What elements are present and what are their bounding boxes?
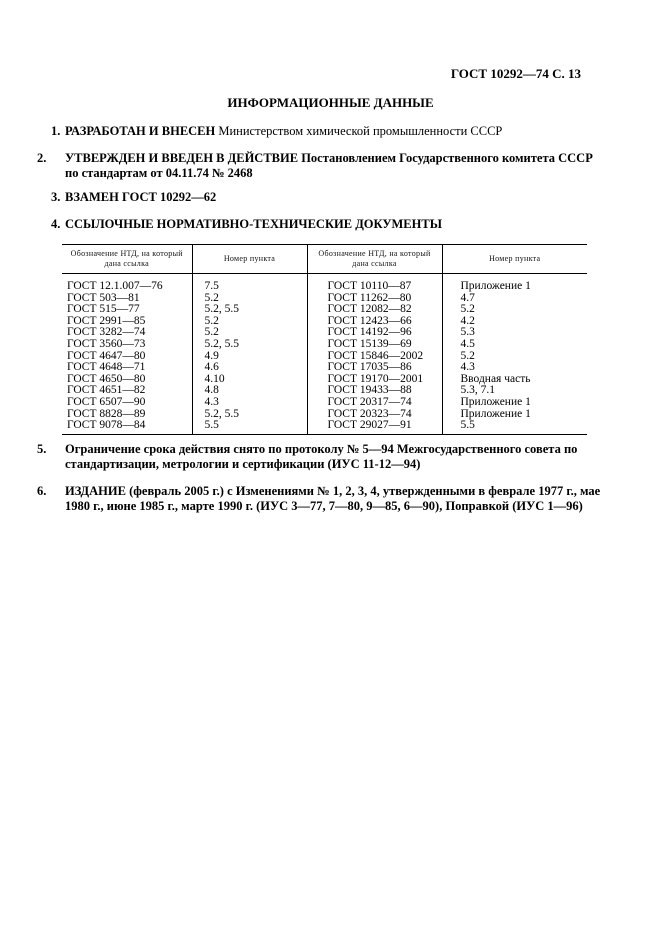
cell-point-left: 5.2, 5.5 xyxy=(192,304,307,316)
cell-ntd-right: ГОСТ 20323—74 xyxy=(307,409,442,421)
cell-point-left: 4.6 xyxy=(192,362,307,374)
cell-ntd-left: ГОСТ 9078—84 xyxy=(62,420,192,434)
cell-ntd-left: ГОСТ 3282—74 xyxy=(62,327,192,339)
cell-point-right: 4.2 xyxy=(460,314,475,327)
cell-ntd-right: ГОСТ 11262—80 xyxy=(307,293,442,305)
item-2 xyxy=(37,151,603,181)
cell-point-right: 5.3 xyxy=(460,326,475,339)
item-text: Министерством химической промышленности СССР xyxy=(215,124,503,138)
cell-ntd-left: ГОСТ 3560—73 xyxy=(62,339,192,351)
cell-ntd-left: ГОСТ 4651—82 xyxy=(62,385,192,397)
cell-point-right: Вводная часть xyxy=(460,372,531,385)
cell-point-left: 4.8 xyxy=(192,385,307,397)
table-row xyxy=(62,293,587,305)
item-number: 2. xyxy=(37,151,47,165)
cell-point-left: 5.2, 5.5 xyxy=(192,339,307,351)
cell-ntd-left: ГОСТ 8828—89 xyxy=(62,409,192,421)
cell-point-right: Приложение 1 xyxy=(460,395,531,408)
page-header-doc-ref: ГОСТ 10292—74 С. 13 xyxy=(450,66,581,81)
cell-point-left: 4.3 xyxy=(192,397,307,409)
item-6 xyxy=(37,484,603,514)
cell-ntd-left: ГОСТ 4647—80 xyxy=(62,351,192,363)
cell-point-right: 4.5 xyxy=(460,337,475,350)
item-text: Ограничение срока действия снято по протоколу № 5—94 Межгосударственного совета по стандартизации, метрологии и сертификации (ИУС 11-12—94) xyxy=(65,442,578,471)
cell-point-left: 5.2, 5.5 xyxy=(192,409,307,421)
cell-ntd-right: ГОСТ 15846—2002 xyxy=(307,351,442,363)
cell-ntd-right: ГОСТ 17035—86 xyxy=(307,362,442,374)
cell-point-right: 5.2 xyxy=(460,349,475,362)
cell-ntd-left: ГОСТ 6507—90 xyxy=(62,397,192,409)
cell-ntd-right: ГОСТ 19433—88 xyxy=(307,385,442,397)
cell-point-left: 7.5 xyxy=(192,274,307,293)
item-bold-text: ССЫЛОЧНЫЕ НОРМАТИВНО-ТЕХНИЧЕСКИЕ ДОКУМЕНТЫ xyxy=(65,217,442,231)
item-bold-text: РАЗРАБОТАН И ВНЕСЕН xyxy=(65,124,216,138)
item-4 xyxy=(51,217,589,232)
cell-point-left: 5.2 xyxy=(192,316,307,328)
table-row xyxy=(62,362,587,374)
cell-point-right: 5.5 xyxy=(442,420,587,434)
item-number: 6. xyxy=(37,484,47,498)
references-table xyxy=(62,244,587,435)
table-row xyxy=(62,339,587,351)
cell-ntd-left: ГОСТ 12.1.007—76 xyxy=(62,274,192,293)
cell-point-left: 4.10 xyxy=(192,374,307,386)
table-row xyxy=(62,420,587,434)
cell-point-left: 5.5 xyxy=(192,420,307,434)
cell-point-right: 5.3, 7.1 xyxy=(460,384,495,397)
item-text: (февраль 2005 г.) с Изменениями № 1, 2, 3, 4, утвержденными в феврале 1977 г., мае 1980 г., июне 1985 г., марте 1990 г. (ИУС 3—77, 7—80, 9—85, 6—90), Поправкой (ИУС 1—96) xyxy=(65,484,601,513)
cell-ntd-right: ГОСТ 15139—69 xyxy=(307,339,442,351)
cell-ntd-right: ГОСТ 20317—74 xyxy=(307,397,442,409)
cell-point-right: 4.3 xyxy=(460,361,475,374)
item-5 xyxy=(37,442,603,472)
cell-point-left: 5.2 xyxy=(192,293,307,305)
cell-ntd-right: ГОСТ 29027—91 xyxy=(307,420,442,434)
table-header-row xyxy=(62,245,587,274)
header-ntd-left: Обозначение НТД, на который дана ссылка xyxy=(62,245,192,274)
item-text: Постановлением Государственного комитета СССР по стандартам от 04.11.74 № 2468 xyxy=(65,151,593,180)
cell-ntd-right: ГОСТ 14192—96 xyxy=(307,327,442,339)
cell-point-right: Приложение 1 xyxy=(460,280,531,292)
header-point-left: Номер пункта xyxy=(192,245,307,274)
cell-ntd-right: ГОСТ 10110—87 xyxy=(307,274,442,293)
item-bold-text: ВЗАМЕН ГОСТ 10292—62 xyxy=(65,190,217,204)
cell-point-right: 5.2 xyxy=(460,303,475,316)
cell-ntd-left: ГОСТ 4650—80 xyxy=(62,374,192,386)
cell-point-left: 5.2 xyxy=(192,327,307,339)
item-3 xyxy=(51,190,589,205)
cell-ntd-left: ГОСТ 503—81 xyxy=(62,293,192,305)
cell-ntd-right: ГОСТ 19170—2001 xyxy=(307,374,442,386)
cell-ntd-left: ГОСТ 4648—71 xyxy=(62,362,192,374)
item-number: 1. xyxy=(51,124,61,138)
cell-point-right: 4.7 xyxy=(460,291,475,304)
cell-ntd-right: ГОСТ 12423—66 xyxy=(307,316,442,328)
item-1 xyxy=(51,124,589,139)
item-number: 4. xyxy=(51,217,61,231)
header-point-right: Номер пункта xyxy=(442,245,587,274)
item-number: 5. xyxy=(37,442,47,456)
cell-ntd-left: ГОСТ 2991—85 xyxy=(62,316,192,328)
cell-ntd-left: ГОСТ 515—77 xyxy=(62,304,192,316)
table-row xyxy=(62,274,587,293)
cell-point-left: 4.9 xyxy=(192,351,307,363)
header-ntd-right: Обозначение НТД, на который дана ссылка xyxy=(307,245,442,274)
cell-ntd-right: ГОСТ 12082—82 xyxy=(307,304,442,316)
item-bold-text: ИЗДАНИЕ xyxy=(65,484,126,498)
cell-point-right: Приложение 1 xyxy=(460,407,531,420)
section-title: ИНФОРМАЦИОННЫЕ ДАННЫЕ xyxy=(227,95,434,110)
table-row xyxy=(62,397,587,409)
item-bold-text: УТВЕРЖДЕН И ВВЕДЕН В ДЕЙСТВИЕ xyxy=(65,151,299,165)
item-number: 3. xyxy=(51,190,61,204)
